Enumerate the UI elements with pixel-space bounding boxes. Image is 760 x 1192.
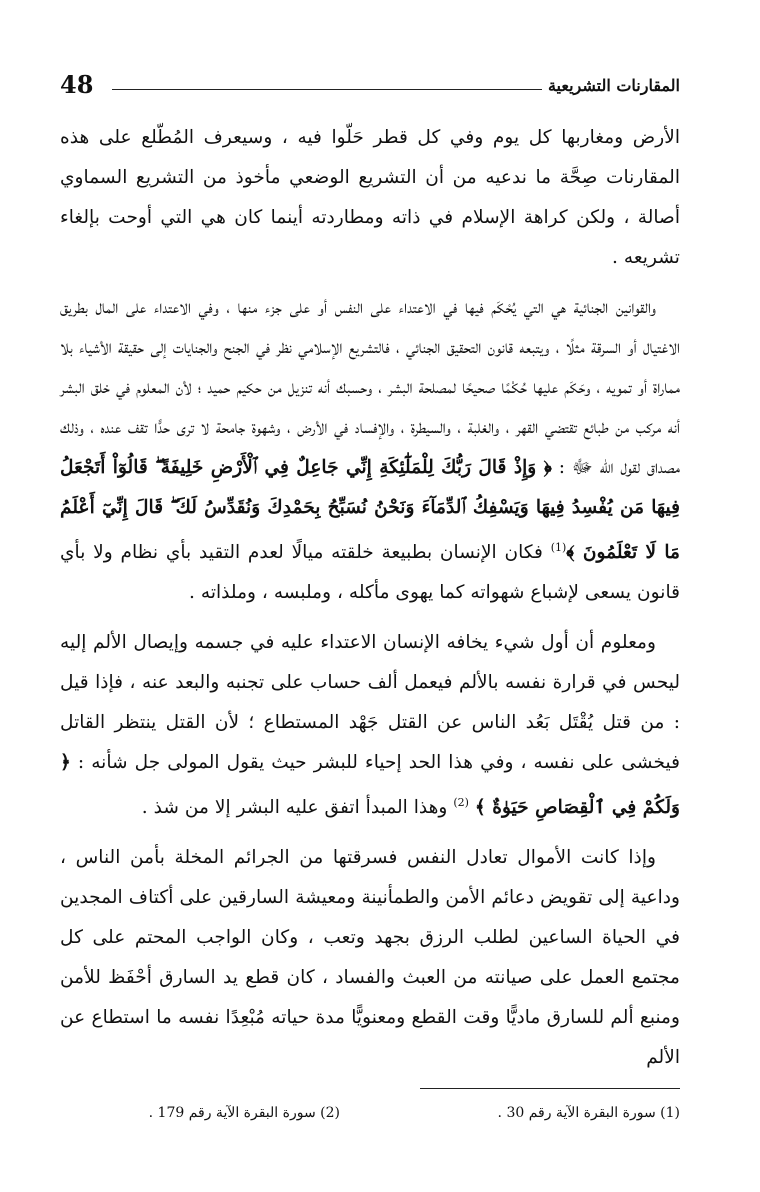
footnote-reference: (1) [550, 541, 567, 554]
paragraph [60, 118, 680, 278]
quran-verse: ﴿ وَلَكُمْ فِي ٱلْقِصَاصِ حَيَوٰةٌ ﴾ [60, 752, 680, 819]
header-rule [112, 89, 542, 90]
paragraph [60, 623, 680, 828]
paragraph [60, 838, 680, 1078]
paragraph-text: والقوانين الجنائية هي التي يُحْكَم فيها في الاعتداء على النفس أو على جزء منها ، وفي الاعتداء على المال بطريق الاغتيال أو السرقة مثلًا ، ويتبعه قانون التحقيق الجنائي ، فالتشريع الإسلامي نظر في الجنح والجنايات إلى حقيقة الأشياء بلا مماراة أو تمويه ، وحَكَم عليها حُكْمًا صحيحًا لمصلحة البشر ، وحسبك أنه تنزيل من حكيم حميد ؛ لأن المعلوم في خلق البشر أنه مركب من طبائع تقتضي القهر ، والغلبة ، والسيطرة ، والإفساد في الأرض ، وشهوة جامحة لا ترى حدًّا تقف عنده ، وذلك مصداق لقول الله ﷻ : [60, 297, 680, 478]
footnotes [60, 1105, 680, 1145]
header-title: المقارنات التشريعية [547, 76, 680, 95]
body-text [60, 118, 680, 1078]
paragraph-text: الأرض ومغاربها كل يوم وفي كل قطر حَلّوا فيه ، وسيعرف المُطّلع على هذه المقارنات صِحَّة ما ندعيه من أن التشريع الوضعي مأخوذ من التشريع السماوي أصالة ، ولكن كراهة الإسلام في ذاته ومطاردته أينما كان هي التي أوحت بإلغاء تشريعه . [60, 127, 680, 268]
paragraph-text: وهذا المبدأ اتفق عليه البشر إلا من شذ . [141, 797, 454, 819]
quran-verse: ﴿ وَإِذْ قَالَ رَبُّكَ لِلْمَلَٰٓئِكَةِ إِنِّي جَاعِلٌ فِي ٱلْأَرْضِ خَلِيفَةً ۖ قَالُوٓاْ أَتَجْعَلُ فِيهَا مَن يُفْسِدُ فِيهَا وَيَسْفِكُ ٱلدِّمَآءَ وَنَحْنُ نُسَبِّحُ بِحَمْدِكَ وَنُقَدِّسُ لَكَ ۖ قَالَ إِنِّيٓ أَعْلَمُ مَا لَا تَعْلَمُونَ ﴾ [60, 457, 680, 564]
running-header [60, 70, 680, 114]
footnote-1: (1) سورة البقرة الآية رقم 30 . [497, 1105, 680, 1122]
paragraph [60, 288, 680, 613]
paragraph-text: ومعلوم أن أول شيء يخافه الإنسان الاعتداء عليه في جسمه وإيصال الألم إليه ليحس في قرارة نفسه بالألم فيعمل ألف حساب على تجنبه والبعد عنه ، فإذا قيل : من قتل يُقْتَل بَعُد الناس عن القتل جَهْد المستطاع ؛ لأن القتل ينتظر القاتل فيخشى على نفسه ، وفي هذا الحد إحياء للبشر حيث يقول المولى جل شأنه : [60, 632, 680, 774]
page-number: 48 [60, 70, 94, 99]
footnote-reference: (2) [453, 796, 469, 810]
footnote-separator [420, 1088, 680, 1089]
book-page [60, 70, 680, 1145]
paragraph-text: وإذا كانت الأموال تعادل النفس فسرقتها من الجرائم المخلة بأمن الناس ، وداعية إلى تقويض دعائم الأمن والطمأنينة ومعيشة السارقين على أكتاف المجدين في الحياة الساعين لطلب الرزق بجهد وتعب ، وكان الواجب المحتم على كل مجتمع العمل على صيانته من العبث والفساد ، كان قطع يد السارق أحْفَظ للأمن ومنبع ألم للسارق ماديًّا وقت القطع ومعنويًّا مدة حياته مُبْعِدًا نفسه ما استطاع عن الألم [60, 847, 680, 1069]
footnote-2: (2) سورة البقرة الآية رقم 179 . [148, 1105, 340, 1122]
paragraph-text: فكان الإنسان بطبيعة خلقته ميالًا لعدم التقيد بأي نظام ولا بأي قانون يسعى لإشباع شهواته كما يهوى مأكله ، وملبسه ، وملذاته . [60, 542, 680, 604]
